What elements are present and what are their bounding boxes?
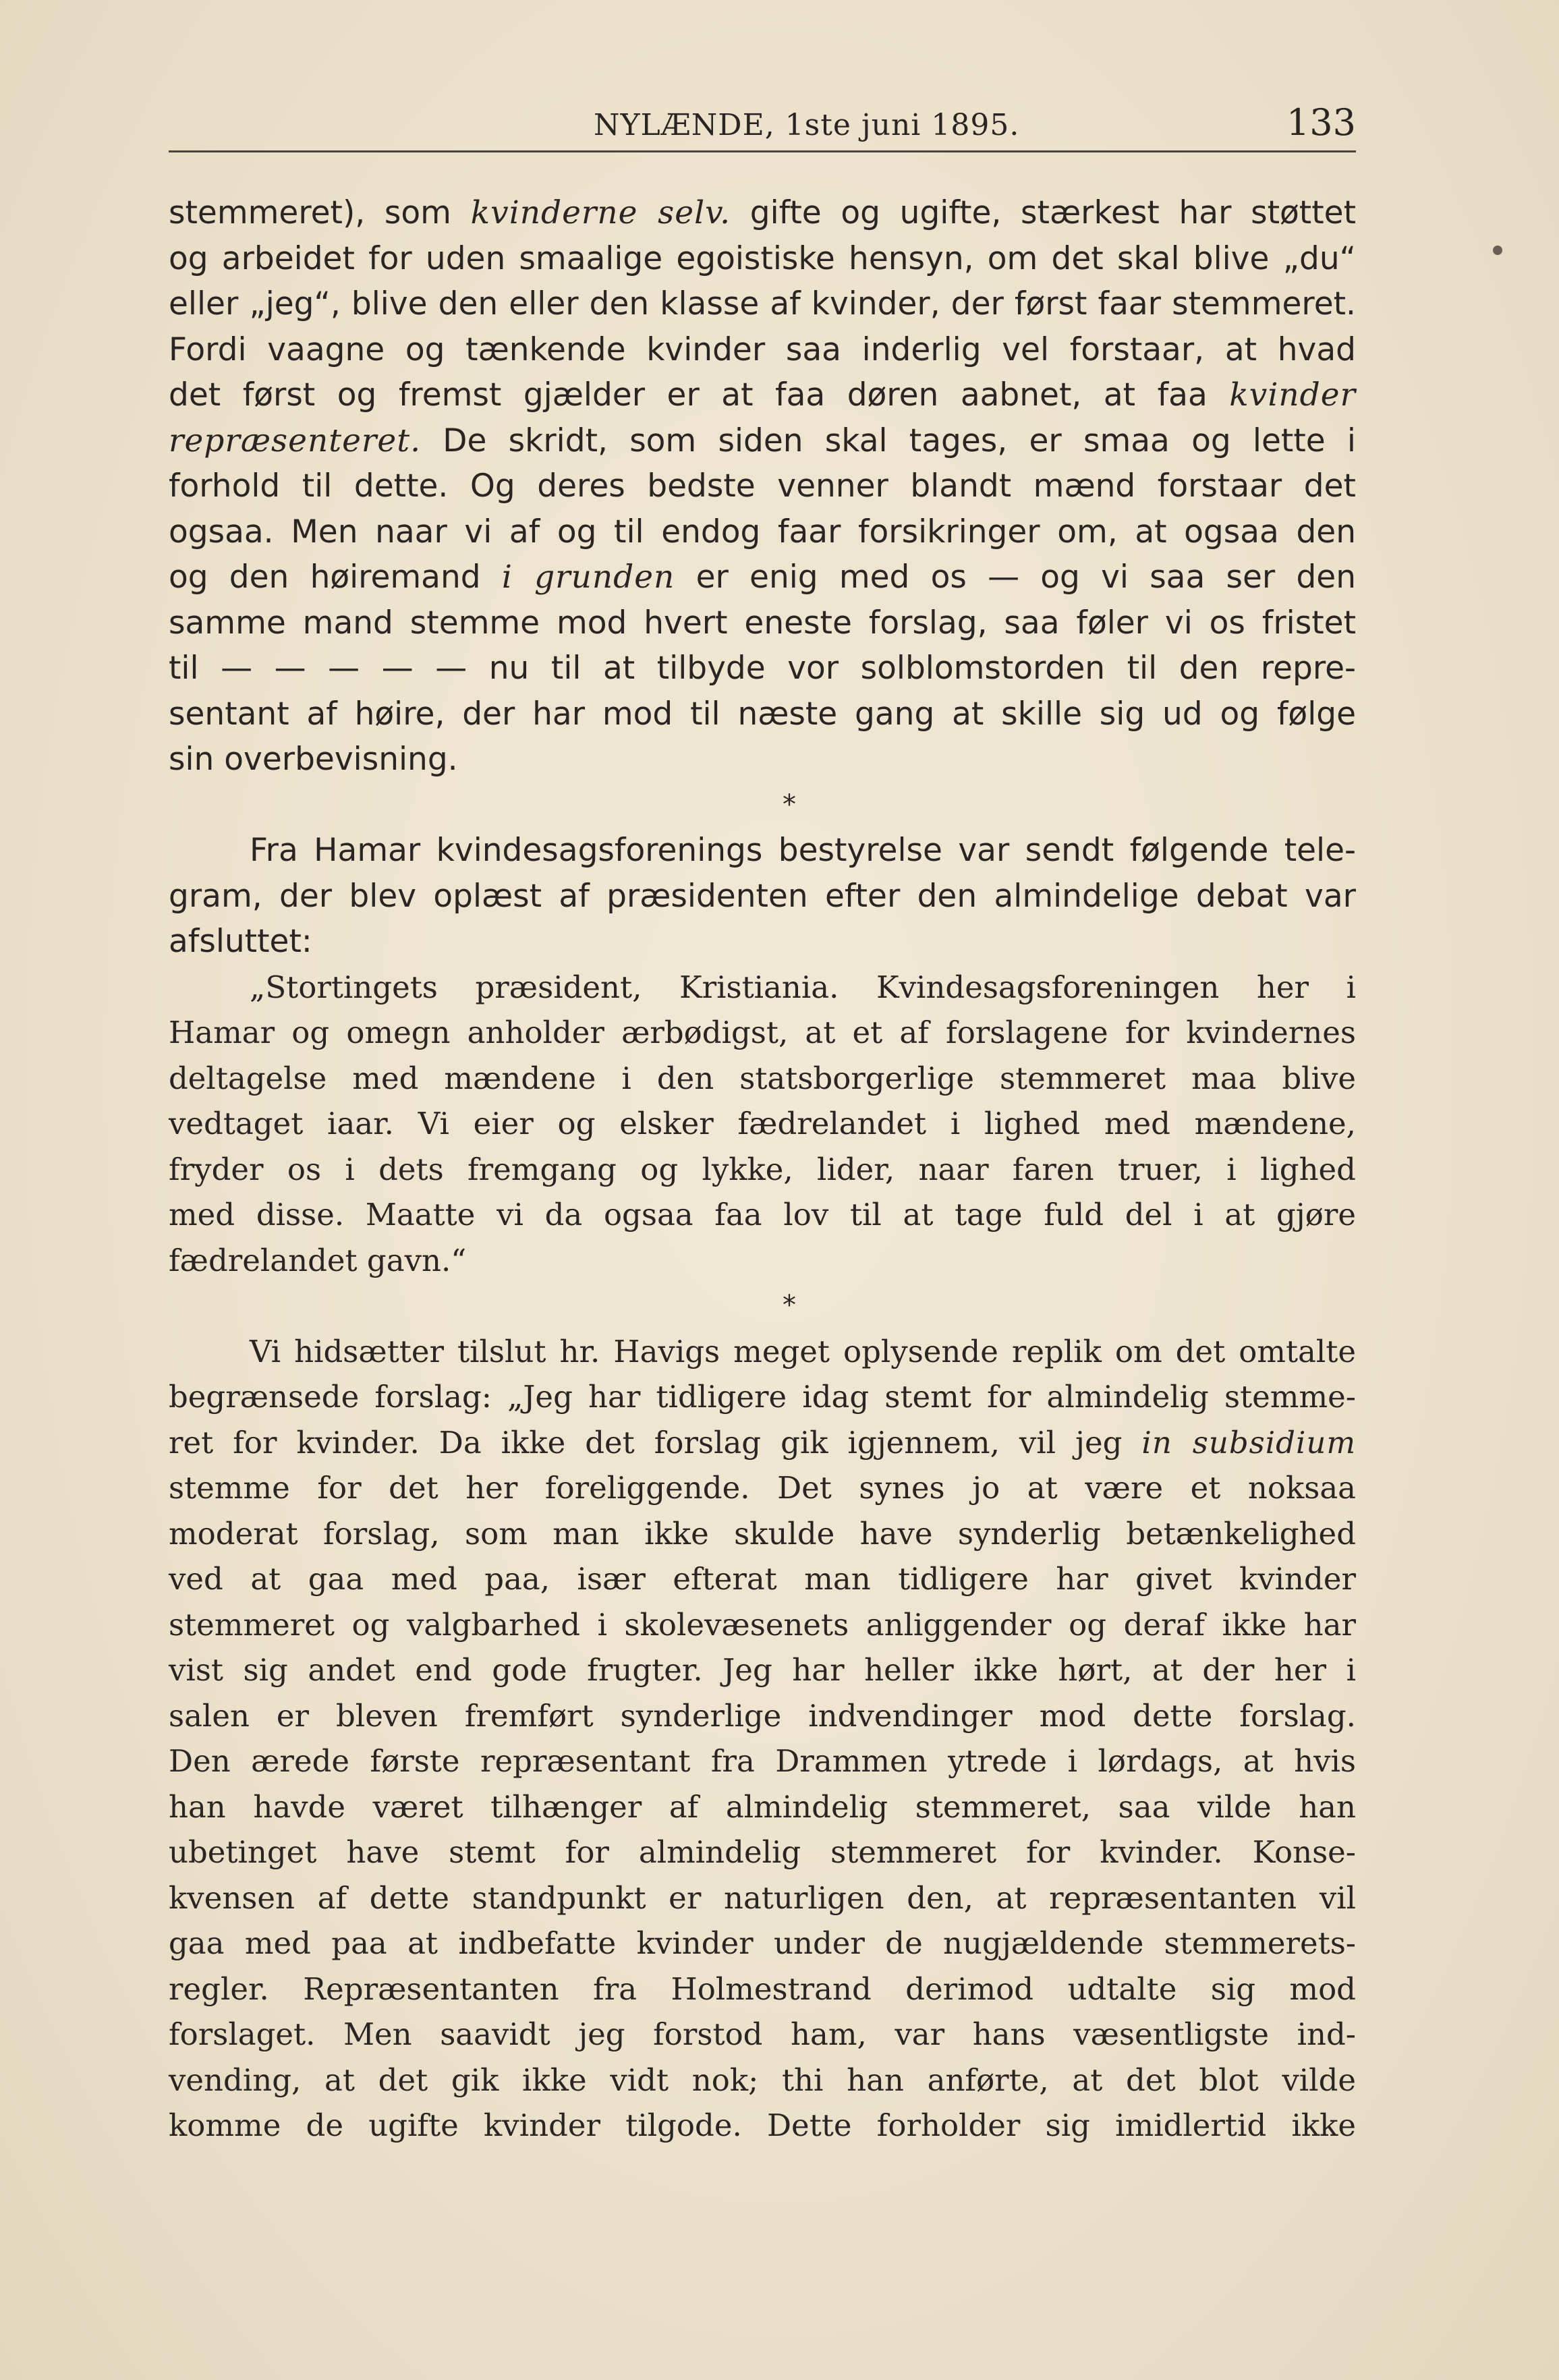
text-line — [169, 418, 1356, 464]
paragraph — [169, 1329, 1356, 2149]
text-line — [169, 1738, 1356, 1784]
text-run: Fra Hamar kvindesagsforenings bestyrelse var sendt følgende tele- — [250, 832, 1356, 869]
text-line — [169, 2103, 1356, 2149]
text-run: Hamar og omegn anholder ærbødigst, at et af forslagene for kvindernes — [169, 1015, 1356, 1050]
emphasis: in subsidium — [1141, 1424, 1356, 1461]
text-line — [169, 509, 1356, 555]
text-line — [169, 1511, 1356, 1557]
text-line — [169, 1647, 1356, 1693]
text-run: eller „jeg“, blive den eller den klasse af kvinder, der først faar stemmeret. — [169, 285, 1356, 322]
text-run: salen er bleven fremført synderlige indvendinger mod dette forslag. — [169, 1697, 1356, 1734]
page-header — [169, 101, 1356, 155]
text-run: med disse. Maatte vi da ogsaa faa lov til at tage fuld del i at gjøre — [169, 1197, 1356, 1232]
text-run: fryder os i dets fremgang og lykke, lider, naar faren truer, i lighed — [169, 1151, 1356, 1187]
text-run: ret for kvinder. Da ikke det forslag gik igjennem, vil jeg — [169, 1424, 1142, 1461]
section-divider-star: * — [783, 789, 796, 820]
header-rule — [169, 150, 1356, 152]
text-run: deltagelse med mændene i den statsborgerlige stemmeret maa blive — [169, 1060, 1356, 1096]
text-line — [169, 1010, 1356, 1056]
emphasis: kvinder — [1229, 376, 1356, 414]
text-line — [169, 555, 1356, 600]
text-run: ubetinget have stemt for almindelig stemmeret for kvinder. Konse- — [169, 1834, 1356, 1870]
text-line — [169, 1556, 1356, 1602]
text-line — [169, 1374, 1356, 1420]
text-line — [169, 1420, 1356, 1466]
text-run: sentant af høire, der har mod til næste gang at skille sig ud og følge — [169, 695, 1356, 733]
text-line — [169, 372, 1356, 418]
text-run: moderat forslag, som man ikke skulde have synderlig betænkelighed — [169, 1515, 1356, 1552]
text-line — [169, 965, 1356, 1011]
emphasis: i grunden — [501, 559, 675, 596]
text-line — [169, 1602, 1356, 1648]
text-run: fædrelandet gavn.“ — [169, 1242, 467, 1278]
paragraph — [169, 965, 1356, 1284]
text-run: Fordi vaagne og tænkende kvinder saa inderlig vel forstaar, at hvad — [169, 331, 1356, 368]
text-run: vending, at det gik ikke vidt nok; thi han anførte, at det blot vilde — [169, 2062, 1356, 2098]
text-line — [169, 463, 1356, 509]
text-run: gaa med paa at indbefatte kvinder under de nugjældende stemmerets- — [169, 1925, 1356, 1961]
text-run: Vi hidsætter tilslut hr. Havigs meget oplysende replik om det omtalte — [250, 1333, 1356, 1369]
text-run: ved at gaa med paa, især efterat man tidligere har givet kvinder — [169, 1561, 1356, 1597]
text-run: begrænsede forslag: „Jeg har tidligere idag stemt for almindelig stemme- — [169, 1379, 1356, 1415]
text-line — [169, 1329, 1356, 1375]
text-run: det først og fremst gjælder er at faa døren aabnet, at faa — [169, 376, 1230, 414]
text-run: De skridt, som siden skal tages, er smaa og lette i — [421, 422, 1356, 459]
text-line — [169, 1056, 1356, 1102]
text-line — [169, 190, 1356, 236]
text-run: gram, der blev oplæst af præsidenten efter den almindelige debat var — [169, 877, 1356, 915]
text-run: sin overbevisning. — [169, 741, 458, 778]
text-run: vist sig andet end gode frugter. Jeg har heller ikke hørt, at der her i — [169, 1652, 1356, 1688]
text-run: forhold til dette. Og deres bedste venner blandt mænd forstaar det — [169, 468, 1356, 505]
text-line — [169, 1784, 1356, 1830]
text-run: stemme for det her foreliggende. Det synes jo at være et noksaa — [169, 1470, 1356, 1506]
text-line — [169, 1238, 1356, 1284]
text-line — [169, 1101, 1356, 1147]
emphasis: kvinderne selv. — [470, 194, 731, 231]
article-body — [169, 190, 1356, 2149]
text-line — [169, 1192, 1356, 1238]
text-run: ogsaa. Men naar vi af og til endog faar forsikringer om, at ogsaa den — [169, 513, 1356, 550]
text-line — [169, 1875, 1356, 1921]
text-line — [169, 236, 1356, 282]
text-line — [169, 828, 1356, 874]
text-line — [169, 1147, 1356, 1193]
text-run: til — — — — — nu til at tilbyde vor solblomstorden til den repre- — [169, 650, 1356, 687]
text-line — [169, 1966, 1356, 2012]
text-run: komme de ugifte kvinder tilgode. Dette forholder sig imidlertid ikke — [169, 2107, 1356, 2143]
page-number: 133 — [1286, 101, 1356, 144]
text-run: regler. Repræsentanten fra Holmestrand derimod udtalte sig mod — [169, 1971, 1356, 2007]
text-run: forslaget. Men saavidt jeg forstod ham, var hans væsentligste ind- — [169, 2016, 1356, 2052]
text-run: han havde været tilhænger af almindelig stemmeret, saa vilde han — [169, 1788, 1356, 1825]
text-line — [169, 1465, 1356, 1511]
text-line — [169, 600, 1356, 646]
text-line — [169, 1693, 1356, 1739]
text-line — [169, 327, 1356, 373]
text-line — [169, 737, 1356, 783]
text-run: Den ærede første repræsentant fra Drammen ytrede i lørdags, at hvis — [169, 1743, 1356, 1779]
text-line — [169, 691, 1356, 737]
text-run: „Stortingets præsident, Kristiania. Kvindesagsforeningen her i — [250, 969, 1356, 1005]
text-line — [169, 1921, 1356, 1966]
section-divider-star: * — [783, 1290, 796, 1321]
text-run: og den høiremand — [169, 559, 502, 596]
text-line — [169, 646, 1356, 691]
text-line — [169, 2012, 1356, 2058]
text-line — [169, 281, 1356, 327]
text-line — [169, 1830, 1356, 1875]
text-run: afsluttet: — [169, 923, 312, 960]
text-run: stemmeret og valgbarhed i skolevæsenets anliggender og deraf ikke har — [169, 1606, 1356, 1643]
text-run: samme mand stemme mod hvert eneste forslag, saa føler vi os fristet — [169, 604, 1356, 642]
text-run: stemmeret), som — [169, 194, 471, 231]
text-line — [169, 874, 1356, 919]
text-line — [169, 919, 1356, 965]
emphasis: repræsenteret. — [169, 422, 422, 459]
text-run: kvensen af dette standpunkt er naturligen den, at repræsentanten vil — [169, 1879, 1356, 1916]
paper-speck — [1493, 246, 1502, 255]
paragraph — [169, 190, 1356, 783]
text-run: og arbeidet for uden smaalige egoistiske hensyn, om det skal blive „du“ — [169, 239, 1356, 277]
text-run: gifte og ugifte, stærkest har støttet — [731, 194, 1356, 231]
paragraph — [169, 828, 1356, 965]
text-run: vedtaget iaar. Vi eier og elsker fædrelandet i lighed med mændene, — [169, 1106, 1356, 1141]
running-head: NYLÆNDE, 1ste juni 1895. — [594, 108, 1020, 142]
text-line — [169, 2058, 1356, 2103]
text-run: er enig med os — og vi saa ser den — [675, 559, 1356, 596]
